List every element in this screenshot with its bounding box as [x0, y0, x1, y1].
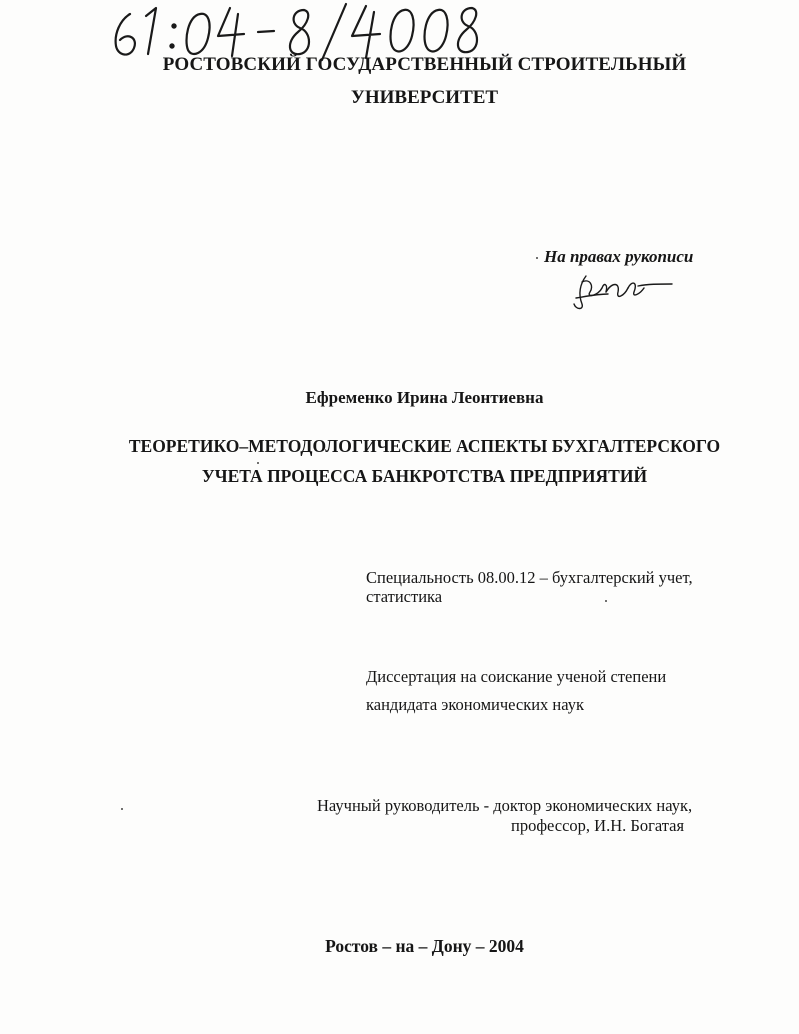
supervisor-line-1: Научный руководитель - доктор экономических наук,	[317, 796, 693, 815]
university-name-line-1: РОСТОВСКИЙ ГОСУДАРСТВЕННЫЙ СТРОИТЕЛЬНЫЙ	[162, 54, 687, 75]
specialty-line-2: статистика	[366, 587, 443, 606]
supervisor-line-2: профессор, И.Н. Богатая	[511, 816, 685, 835]
university-name-line-2: УНИВЕРСИТЕТ	[350, 87, 499, 108]
degree-line-2: кандидата экономических наук	[366, 695, 585, 714]
author-name: Ефременко Ирина Леонтиевна	[305, 388, 544, 407]
scan-speck	[536, 257, 538, 259]
author-signature	[568, 270, 678, 312]
scan-speck	[121, 808, 123, 810]
dissertation-title-line-1: ТЕОРЕТИКО–МЕТОДОЛОГИЧЕСКИЕ АСПЕКТЫ БУХГАЛТЕРСКОГО	[128, 436, 721, 456]
handwritten-archive-code	[108, 0, 488, 62]
manuscript-rights-label: На правах рукописи	[544, 247, 694, 266]
specialty-line-1: Специальность 08.00.12 – бухгалтерский учет,	[366, 568, 693, 587]
scan-speck	[257, 462, 259, 464]
degree-line-1: Диссертация на соискание ученой степени	[366, 667, 667, 686]
city-and-year: Ростов – на – Дону – 2004	[325, 936, 524, 956]
scan-speck	[605, 600, 607, 602]
dissertation-title-line-2: УЧЕТА ПРОЦЕССА БАНКРОТСТВА ПРЕДПРИЯТИЙ	[201, 466, 648, 486]
